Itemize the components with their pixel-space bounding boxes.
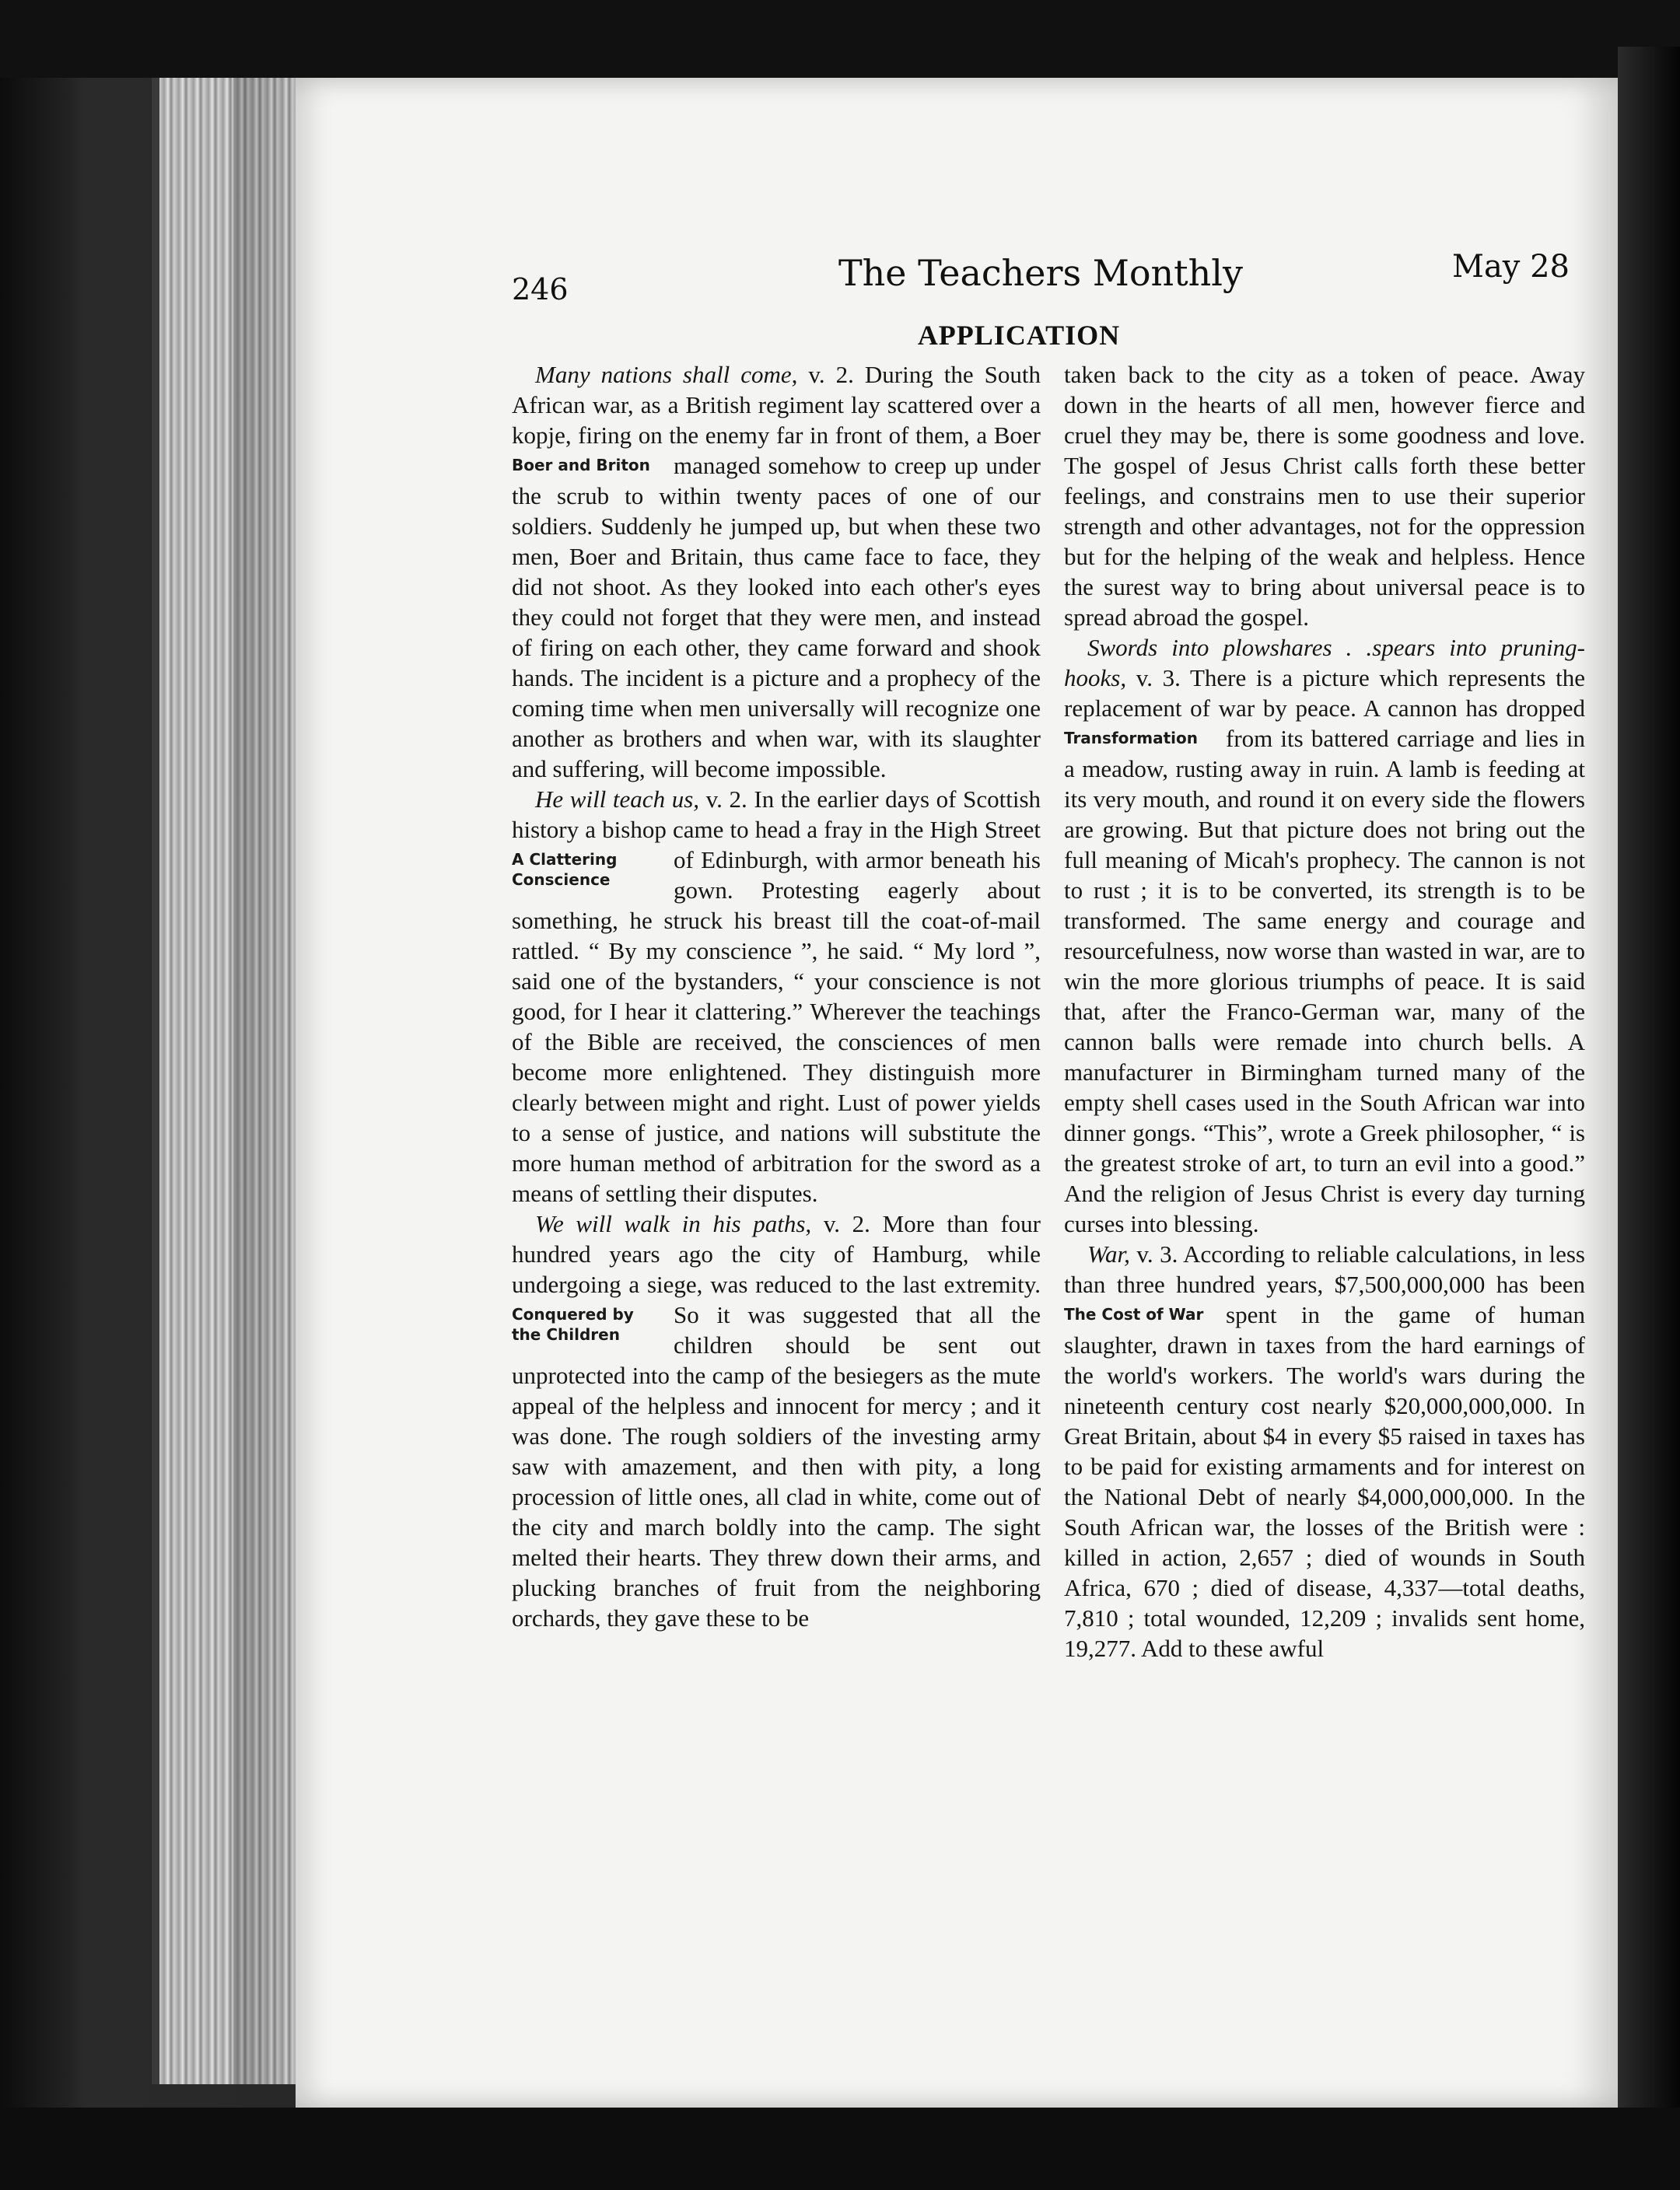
side-note: Boer and Briton xyxy=(512,456,650,474)
page-edge-shadow xyxy=(233,78,303,2084)
paragraph-text: human slaughter, drawn in taxes from the hard earnings of the world's workers. The world's wars during the nineteenth century cost nearly $20,000,000,000. In Great Britain, about $4 in every $5 raised in taxes has to be paid for existing armaments and for interest on the National Debt of nearly $4,000,000,000. In the South African war, the losses of the British were : killed in action, 2,657 ; died of wounds in South Africa, 670 ; died of disease, 4,337—total deaths, 7,810 ; total wounded, 12,209 ; invalids sent home, 19,277. Add to these awful xyxy=(1064,1301,1585,1662)
paragraph xyxy=(1064,1239,1585,1663)
book-right-edge xyxy=(1618,47,1680,2146)
paragraph-text: v. 2. In the earlier days of Scottish history a bishop came to head a fray in the High Street of Edinburgh, with xyxy=(512,785,1041,873)
paragraph-lead: We will walk in his paths, xyxy=(535,1210,812,1237)
paragraph-text: managed somehow to creep up under the scrub to within twenty paces of one of our soldiers. Suddenly he jumped up, but when these two men, Boer and Britain, thus came face to face, they did not shoot. As they looked into each other's eyes they could not forget that they were men, and instead of firing on each other, they came forward and shook hands. The incident is a picture and a prophecy of the coming time when men universally will recognize one another as brothers and when war, with its slaughter and suffering, will become impossible. xyxy=(512,452,1041,782)
left-column xyxy=(512,359,1041,1633)
side-note: Transformation xyxy=(1064,729,1198,747)
paragraph-lead: Swords into plowshares . .spears into pruning-hooks, xyxy=(1064,634,1585,691)
paragraph xyxy=(1064,632,1585,1239)
side-note: The Cost of War xyxy=(1064,1305,1204,1324)
paragraph xyxy=(512,784,1041,1209)
paragraph-text: v. 3. According to reliable calculations, in less than three hundred years, $7,500,000,000 has been spent in the game of xyxy=(1064,1240,1585,1328)
paragraph-lead: He will teach us, xyxy=(535,785,700,813)
paragraph-text: last extremity. So it was suggested that all the children should be sent out unprotected into the camp of the besiegers as the mute appeal of the helpless and innocent for mercy ; and it was done. The rough soldiers of the investing army saw with amazement, and then with pity, a long procession of little ones, all clad in white, come out of the city and march boldly into the camp. The sight melted their hearts. They threw down their arms, and plucking branches of fruit from the neighboring orchards, they gave these to be xyxy=(512,1271,1041,1632)
paragraph xyxy=(512,359,1041,784)
paragraph-text: taken back to the city as a token of peace. Away down in the hearts of all men, however fierce and cruel they may be, there is some goodness and love. The gospel of Jesus Christ calls forth these better feelings, and constrains men to use their superior strength and other advantages, not for the oppression but for the helping of the weak and helpless. Hence the surest way to bring about universal peace is to spread abroad the gospel. xyxy=(1064,361,1585,631)
issue-date: May 28 xyxy=(1451,249,1570,285)
paragraph-text: armor beneath his gown. Protesting eagerly about something, he struck his breast till the coat-of-mail rattled. “ By my conscience ”, he said. “ My lord ”, said one of the bystanders, “ your conscience is not good, for I hear it clattering.” Wherever the teachings of the Bible are received, the consciences of men become more enlightened. They distinguish more clearly between might and right. Lust of power yields to a sense of justice, and nations will substitute the more human method of arbitration for the sword as a means of settling their disputes. xyxy=(512,846,1041,1207)
paragraph-lead: War, xyxy=(1087,1240,1130,1268)
right-column xyxy=(1064,359,1585,1663)
paragraph-text: v. 2. More than four hundred years ago the city of Hamburg, while undergoing a siege, was reduced to the xyxy=(512,1210,1041,1298)
section-title: APPLICATION xyxy=(917,320,1121,351)
scan-top-border xyxy=(0,0,1680,78)
scan-bottom-border xyxy=(0,2108,1680,2190)
journal-title: The Teachers Monthly xyxy=(838,252,1243,294)
page-number: 246 xyxy=(512,272,569,306)
running-header xyxy=(512,249,1570,311)
paragraph-text: carriage and lies in a meadow, rusting away in ruin. A lamb is feeding at its very mouth, and round it on every side the flowers are growing. But that picture does not bring out the full meaning of Micah's prophecy. The cannon is not to rust ; it is to be converted, its strength is to be transformed. The same energy and courage and resourcefulness, now worse than wasted in war, are to win the more glorious triumphs of peace. It is said that, after the Franco-German war, many of the cannon balls were remade into church bells. A manufacturer in Birmingham turned many of the empty shell cases used in the South African war into dinner gongs. “This”, wrote a Greek philosopher, “ is the greatest stroke of art, to turn an evil into a good.” And the religion of Jesus Christ is every day turning curses into blessing. xyxy=(1064,725,1586,1237)
side-note: A Clattering Conscience xyxy=(512,850,618,889)
side-note: Conquered by the Children xyxy=(512,1305,634,1344)
paragraph-lead: Many nations shall come, xyxy=(535,361,798,388)
paragraph xyxy=(1064,359,1585,632)
paragraph xyxy=(512,1209,1041,1633)
paragraph-text: v. 3. There is a picture which represents the replacement of war by peace. A cannon has dropped from its battered xyxy=(1064,664,1585,752)
paragraph-text: v. 2. During the South African war, as a British regiment lay scattered over a kopje, firing on the enemy far in front of them, a Boer xyxy=(512,361,1041,449)
